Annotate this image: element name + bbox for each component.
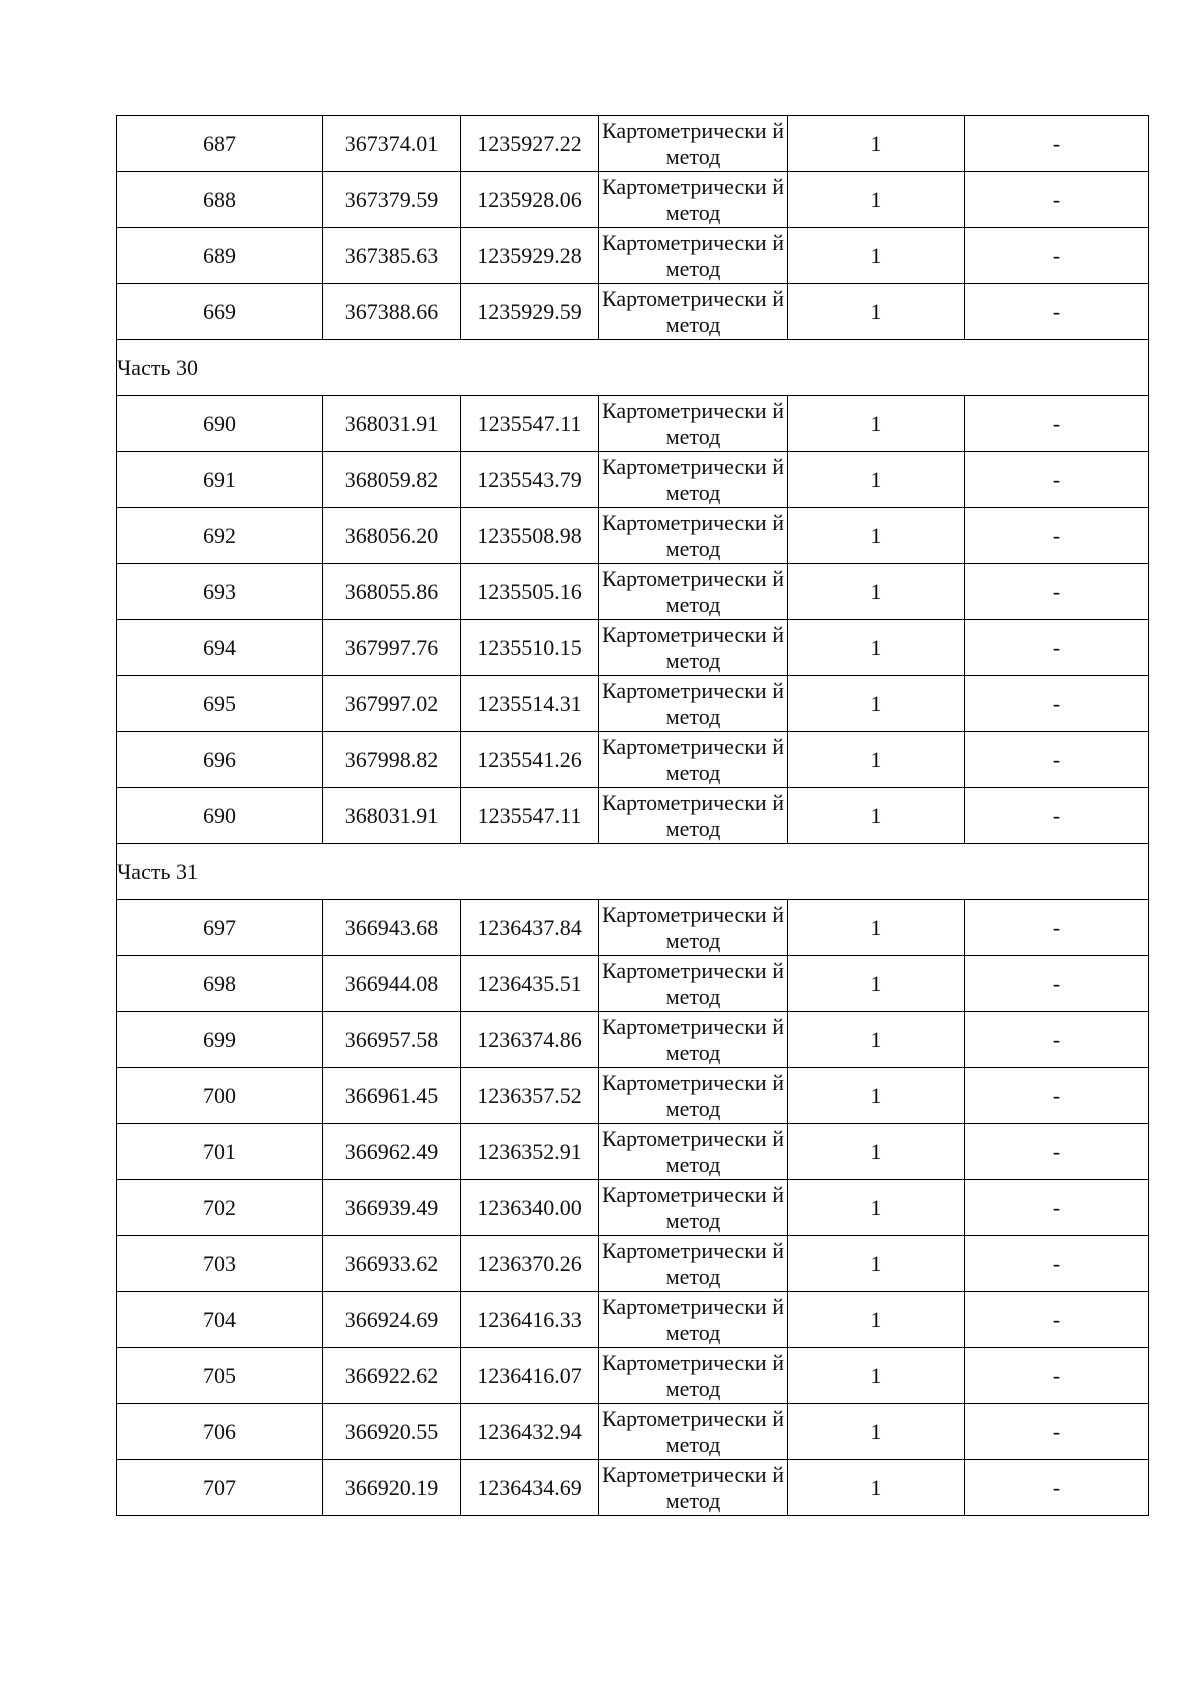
note-cell: - bbox=[965, 1348, 1149, 1404]
table-row bbox=[117, 452, 1149, 508]
y-coordinate-cell: 1236352.91 bbox=[461, 1124, 599, 1180]
point-number-cell: 703 bbox=[117, 1236, 323, 1292]
accuracy-cell: 1 bbox=[788, 620, 965, 676]
accuracy-cell: 1 bbox=[788, 1180, 965, 1236]
accuracy-cell: 1 bbox=[788, 396, 965, 452]
point-number-cell: 693 bbox=[117, 564, 323, 620]
x-coordinate-cell: 366922.62 bbox=[323, 1348, 461, 1404]
note-cell: - bbox=[965, 676, 1149, 732]
note-cell: - bbox=[965, 1292, 1149, 1348]
y-coordinate-cell: 1235510.15 bbox=[461, 620, 599, 676]
x-coordinate-cell: 367997.76 bbox=[323, 620, 461, 676]
method-cell: Картометрически й метод bbox=[599, 1012, 788, 1068]
point-number-cell: 692 bbox=[117, 508, 323, 564]
y-coordinate-cell: 1235514.31 bbox=[461, 676, 599, 732]
accuracy-cell: 1 bbox=[788, 564, 965, 620]
coordinates-table-body bbox=[117, 116, 1149, 1516]
method-cell: Картометрически й метод bbox=[599, 1404, 788, 1460]
x-coordinate-cell: 368031.91 bbox=[323, 396, 461, 452]
method-cell: Картометрически й метод bbox=[599, 956, 788, 1012]
x-coordinate-cell: 368056.20 bbox=[323, 508, 461, 564]
x-coordinate-cell: 366920.55 bbox=[323, 1404, 461, 1460]
note-cell: - bbox=[965, 732, 1149, 788]
method-cell: Картометрически й метод bbox=[599, 1236, 788, 1292]
y-coordinate-cell: 1235928.06 bbox=[461, 172, 599, 228]
table-row bbox=[117, 1292, 1149, 1348]
accuracy-cell: 1 bbox=[788, 1012, 965, 1068]
point-number-cell: 694 bbox=[117, 620, 323, 676]
note-cell: - bbox=[965, 172, 1149, 228]
point-number-cell: 690 bbox=[117, 788, 323, 844]
accuracy-cell: 1 bbox=[788, 900, 965, 956]
table-row bbox=[117, 1180, 1149, 1236]
x-coordinate-cell: 367385.63 bbox=[323, 228, 461, 284]
note-cell: - bbox=[965, 1460, 1149, 1516]
y-coordinate-cell: 1235547.11 bbox=[461, 396, 599, 452]
method-cell: Картометрически й метод bbox=[599, 284, 788, 340]
accuracy-cell: 1 bbox=[788, 1348, 965, 1404]
method-cell: Картометрически й метод bbox=[599, 1124, 788, 1180]
x-coordinate-cell: 367997.02 bbox=[323, 676, 461, 732]
method-cell: Картометрически й метод bbox=[599, 1292, 788, 1348]
accuracy-cell: 1 bbox=[788, 788, 965, 844]
section-title: Часть 31 bbox=[117, 844, 1149, 900]
table-row bbox=[117, 228, 1149, 284]
y-coordinate-cell: 1235543.79 bbox=[461, 452, 599, 508]
accuracy-cell: 1 bbox=[788, 228, 965, 284]
y-coordinate-cell: 1236435.51 bbox=[461, 956, 599, 1012]
note-cell: - bbox=[965, 228, 1149, 284]
table-row bbox=[117, 172, 1149, 228]
x-coordinate-cell: 366933.62 bbox=[323, 1236, 461, 1292]
note-cell: - bbox=[965, 620, 1149, 676]
accuracy-cell: 1 bbox=[788, 676, 965, 732]
method-cell: Картометрически й метод bbox=[599, 1180, 788, 1236]
table-row bbox=[117, 676, 1149, 732]
x-coordinate-cell: 366962.49 bbox=[323, 1124, 461, 1180]
point-number-cell: 691 bbox=[117, 452, 323, 508]
note-cell: - bbox=[965, 564, 1149, 620]
accuracy-cell: 1 bbox=[788, 284, 965, 340]
table-row bbox=[117, 508, 1149, 564]
y-coordinate-cell: 1236434.69 bbox=[461, 1460, 599, 1516]
method-cell: Картометрически й метод bbox=[599, 1348, 788, 1404]
point-number-cell: 702 bbox=[117, 1180, 323, 1236]
document-page bbox=[116, 115, 1148, 1516]
accuracy-cell: 1 bbox=[788, 1292, 965, 1348]
point-number-cell: 689 bbox=[117, 228, 323, 284]
method-cell: Картометрически й метод bbox=[599, 172, 788, 228]
point-number-cell: 707 bbox=[117, 1460, 323, 1516]
note-cell: - bbox=[965, 1236, 1149, 1292]
accuracy-cell: 1 bbox=[788, 1124, 965, 1180]
x-coordinate-cell: 366920.19 bbox=[323, 1460, 461, 1516]
accuracy-cell: 1 bbox=[788, 172, 965, 228]
point-number-cell: 690 bbox=[117, 396, 323, 452]
y-coordinate-cell: 1236437.84 bbox=[461, 900, 599, 956]
point-number-cell: 688 bbox=[117, 172, 323, 228]
point-number-cell: 695 bbox=[117, 676, 323, 732]
point-number-cell: 699 bbox=[117, 1012, 323, 1068]
point-number-cell: 698 bbox=[117, 956, 323, 1012]
method-cell: Картометрически й метод bbox=[599, 228, 788, 284]
table-row bbox=[117, 788, 1149, 844]
table-row bbox=[117, 1012, 1149, 1068]
table-row bbox=[117, 564, 1149, 620]
point-number-cell: 687 bbox=[117, 116, 323, 172]
x-coordinate-cell: 366939.49 bbox=[323, 1180, 461, 1236]
point-number-cell: 700 bbox=[117, 1068, 323, 1124]
y-coordinate-cell: 1236432.94 bbox=[461, 1404, 599, 1460]
table-row bbox=[117, 732, 1149, 788]
method-cell: Картометрически й метод bbox=[599, 396, 788, 452]
accuracy-cell: 1 bbox=[788, 1236, 965, 1292]
point-number-cell: 669 bbox=[117, 284, 323, 340]
x-coordinate-cell: 367379.59 bbox=[323, 172, 461, 228]
y-coordinate-cell: 1236374.86 bbox=[461, 1012, 599, 1068]
accuracy-cell: 1 bbox=[788, 956, 965, 1012]
accuracy-cell: 1 bbox=[788, 116, 965, 172]
x-coordinate-cell: 366943.68 bbox=[323, 900, 461, 956]
method-cell: Картометрически й метод bbox=[599, 900, 788, 956]
table-row bbox=[117, 620, 1149, 676]
coordinates-table bbox=[116, 115, 1149, 1516]
y-coordinate-cell: 1235927.22 bbox=[461, 116, 599, 172]
table-row bbox=[117, 396, 1149, 452]
point-number-cell: 706 bbox=[117, 1404, 323, 1460]
note-cell: - bbox=[965, 788, 1149, 844]
x-coordinate-cell: 367998.82 bbox=[323, 732, 461, 788]
y-coordinate-cell: 1235505.16 bbox=[461, 564, 599, 620]
accuracy-cell: 1 bbox=[788, 452, 965, 508]
x-coordinate-cell: 366957.58 bbox=[323, 1012, 461, 1068]
point-number-cell: 701 bbox=[117, 1124, 323, 1180]
table-row bbox=[117, 1460, 1149, 1516]
method-cell: Картометрически й метод bbox=[599, 676, 788, 732]
table-row bbox=[117, 284, 1149, 340]
y-coordinate-cell: 1235508.98 bbox=[461, 508, 599, 564]
note-cell: - bbox=[965, 396, 1149, 452]
y-coordinate-cell: 1236416.07 bbox=[461, 1348, 599, 1404]
note-cell: - bbox=[965, 900, 1149, 956]
method-cell: Картометрически й метод bbox=[599, 788, 788, 844]
section-header-row bbox=[117, 844, 1149, 900]
y-coordinate-cell: 1235929.59 bbox=[461, 284, 599, 340]
note-cell: - bbox=[965, 1068, 1149, 1124]
x-coordinate-cell: 366944.08 bbox=[323, 956, 461, 1012]
note-cell: - bbox=[965, 1124, 1149, 1180]
accuracy-cell: 1 bbox=[788, 1460, 965, 1516]
note-cell: - bbox=[965, 452, 1149, 508]
y-coordinate-cell: 1236340.00 bbox=[461, 1180, 599, 1236]
x-coordinate-cell: 368059.82 bbox=[323, 452, 461, 508]
table-row bbox=[117, 1348, 1149, 1404]
y-coordinate-cell: 1235547.11 bbox=[461, 788, 599, 844]
y-coordinate-cell: 1236370.26 bbox=[461, 1236, 599, 1292]
point-number-cell: 705 bbox=[117, 1348, 323, 1404]
table-row bbox=[117, 1068, 1149, 1124]
point-number-cell: 704 bbox=[117, 1292, 323, 1348]
note-cell: - bbox=[965, 116, 1149, 172]
x-coordinate-cell: 366924.69 bbox=[323, 1292, 461, 1348]
table-row bbox=[117, 956, 1149, 1012]
y-coordinate-cell: 1235929.28 bbox=[461, 228, 599, 284]
note-cell: - bbox=[965, 1404, 1149, 1460]
accuracy-cell: 1 bbox=[788, 1068, 965, 1124]
x-coordinate-cell: 367374.01 bbox=[323, 116, 461, 172]
method-cell: Картометрически й метод bbox=[599, 116, 788, 172]
method-cell: Картометрически й метод bbox=[599, 508, 788, 564]
table-row bbox=[117, 1404, 1149, 1460]
method-cell: Картометрически й метод bbox=[599, 452, 788, 508]
note-cell: - bbox=[965, 284, 1149, 340]
note-cell: - bbox=[965, 1180, 1149, 1236]
point-number-cell: 696 bbox=[117, 732, 323, 788]
method-cell: Картометрически й метод bbox=[599, 1460, 788, 1516]
table-row bbox=[117, 116, 1149, 172]
note-cell: - bbox=[965, 1012, 1149, 1068]
x-coordinate-cell: 366961.45 bbox=[323, 1068, 461, 1124]
point-number-cell: 697 bbox=[117, 900, 323, 956]
table-row bbox=[117, 1236, 1149, 1292]
method-cell: Картометрически й метод bbox=[599, 732, 788, 788]
table-row bbox=[117, 900, 1149, 956]
note-cell: - bbox=[965, 956, 1149, 1012]
section-header-row bbox=[117, 340, 1149, 396]
table-row bbox=[117, 1124, 1149, 1180]
y-coordinate-cell: 1235541.26 bbox=[461, 732, 599, 788]
x-coordinate-cell: 368031.91 bbox=[323, 788, 461, 844]
x-coordinate-cell: 368055.86 bbox=[323, 564, 461, 620]
y-coordinate-cell: 1236357.52 bbox=[461, 1068, 599, 1124]
y-coordinate-cell: 1236416.33 bbox=[461, 1292, 599, 1348]
method-cell: Картометрически й метод bbox=[599, 620, 788, 676]
accuracy-cell: 1 bbox=[788, 732, 965, 788]
method-cell: Картометрически й метод bbox=[599, 564, 788, 620]
note-cell: - bbox=[965, 508, 1149, 564]
section-title: Часть 30 bbox=[117, 340, 1149, 396]
x-coordinate-cell: 367388.66 bbox=[323, 284, 461, 340]
accuracy-cell: 1 bbox=[788, 508, 965, 564]
method-cell: Картометрически й метод bbox=[599, 1068, 788, 1124]
accuracy-cell: 1 bbox=[788, 1404, 965, 1460]
